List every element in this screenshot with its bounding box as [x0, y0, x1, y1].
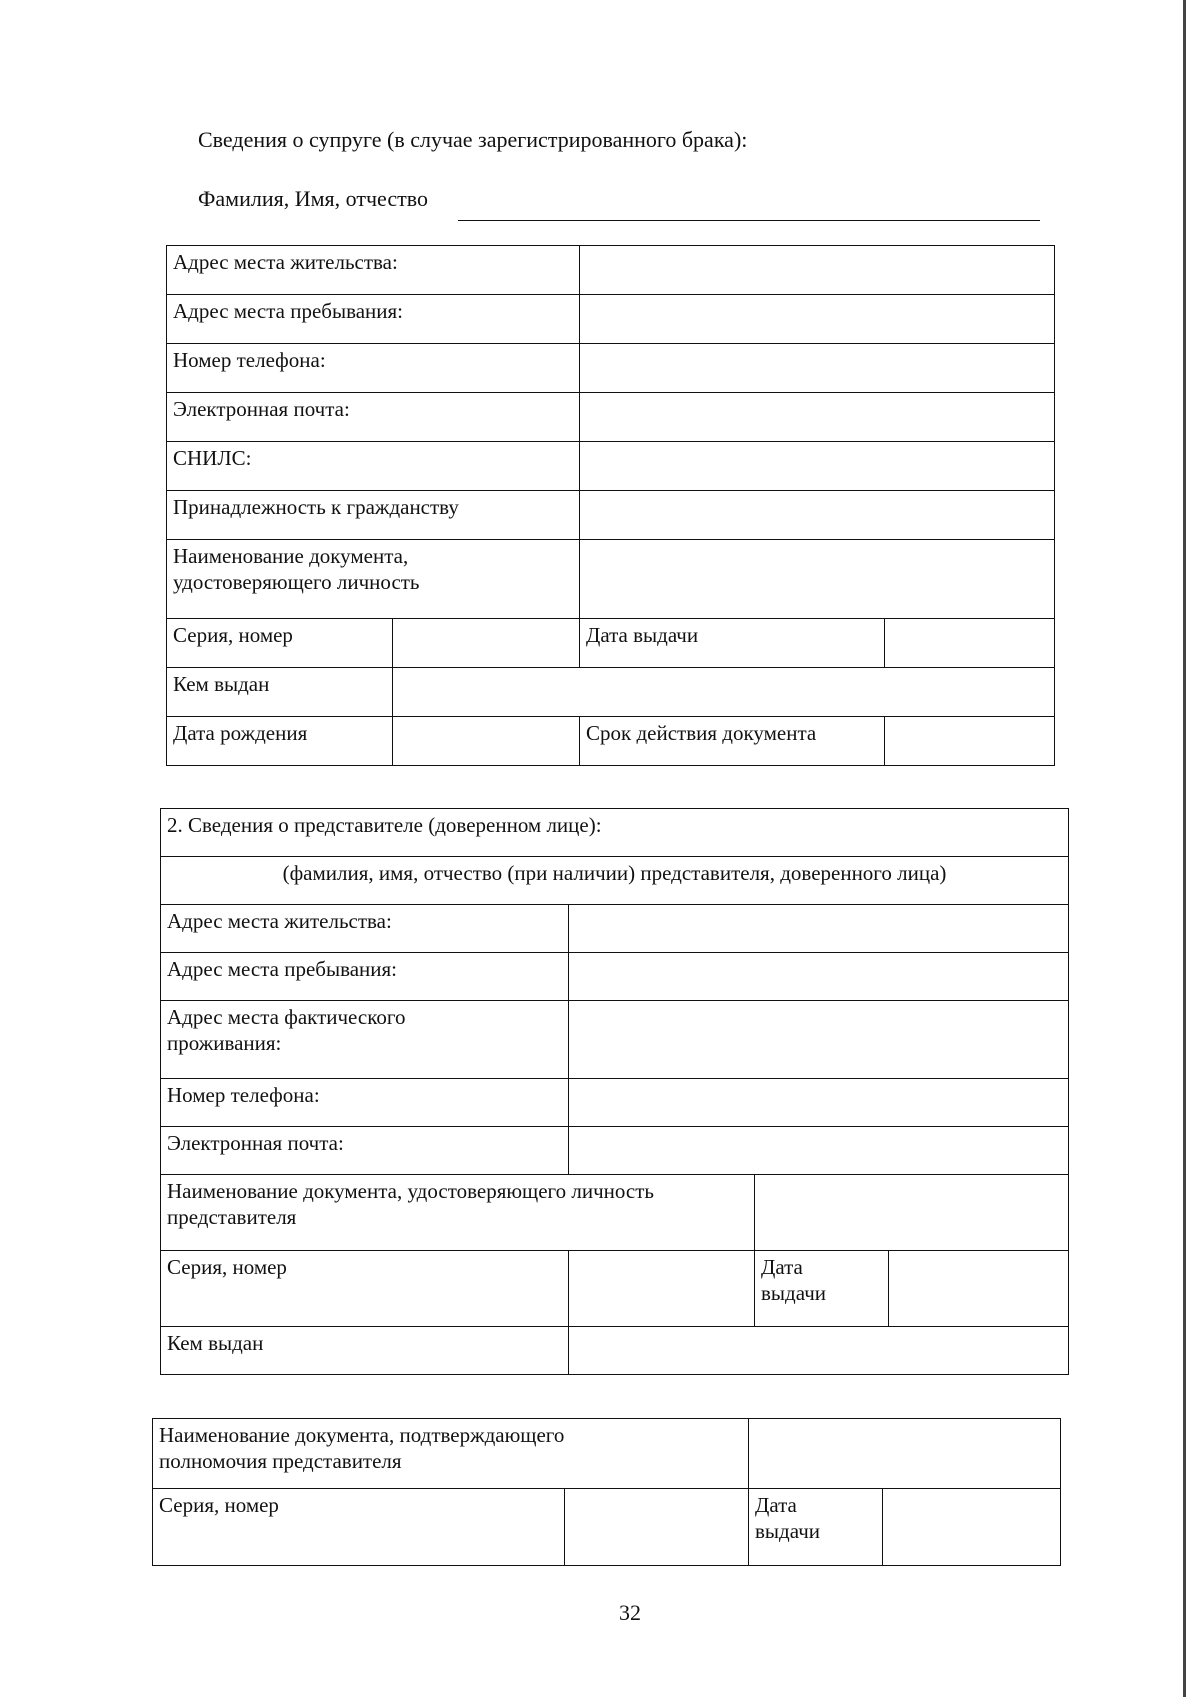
- spouse-issued-by-label: Кем выдан: [167, 668, 393, 717]
- representative-issued-by-field[interactable]: [569, 1327, 1069, 1375]
- representative-phone-label: Номер телефона:: [161, 1079, 569, 1127]
- table-row: [161, 1251, 1069, 1327]
- page-edge: [1183, 0, 1186, 1697]
- spouse-id-doc-label-line2: удостоверяющего личность: [173, 570, 420, 595]
- spouse-series-field[interactable]: [393, 619, 580, 668]
- table-row: [167, 717, 1055, 766]
- representative-residence-label: Адрес места жительства:: [161, 905, 569, 953]
- spouse-heading: Сведения о супруге (в случае зарегистрированного брака):: [198, 127, 748, 152]
- table-row: [153, 1489, 1061, 1566]
- authority-series-label: Серия, номер: [153, 1489, 565, 1566]
- representative-name-caption: (фамилия, имя, отчество (при наличии) представителя, доверенного лица): [161, 857, 1069, 905]
- authority-issue-date-field[interactable]: [883, 1489, 1061, 1566]
- table-row: [167, 442, 1055, 491]
- authority-issue-date-line1: Дата: [755, 1493, 797, 1517]
- authority-doc-field[interactable]: [749, 1419, 1061, 1489]
- spouse-phone-field[interactable]: [580, 344, 1055, 393]
- representative-email-label: Электронная почта:: [161, 1127, 569, 1175]
- representative-heading: 2. Сведения о представителе (доверенном лице):: [161, 809, 1069, 857]
- spouse-stay-field[interactable]: [580, 295, 1055, 344]
- table-row: [153, 1419, 1061, 1489]
- spouse-stay-label: Адрес места пребывания:: [167, 295, 580, 344]
- table-row: [167, 619, 1055, 668]
- page-number: 32: [619, 1600, 641, 1625]
- spouse-residence-label: Адрес места жительства:: [167, 246, 580, 295]
- table-row: [167, 246, 1055, 295]
- spouse-email-field[interactable]: [580, 393, 1055, 442]
- representative-id-doc-label: [161, 1175, 755, 1251]
- table-row: [161, 1127, 1069, 1175]
- authority-doc-label-line2: полномочия представителя: [159, 1449, 402, 1474]
- spouse-citizenship-label: Принадлежность к гражданству: [167, 491, 580, 540]
- representative-table: [160, 808, 1069, 1375]
- table-row: [161, 905, 1069, 953]
- table-row: [161, 857, 1069, 905]
- spouse-snils-field[interactable]: [580, 442, 1055, 491]
- representative-id-doc-label-line2: представителя: [167, 1205, 297, 1230]
- spouse-email-label: Электронная почта:: [167, 393, 580, 442]
- table-row: [167, 540, 1055, 619]
- representative-residence-field[interactable]: [569, 905, 1069, 953]
- table-row: [167, 668, 1055, 717]
- spouse-validity-field[interactable]: [885, 717, 1055, 766]
- spouse-series-label: Серия, номер: [167, 619, 393, 668]
- table-row: [167, 295, 1055, 344]
- spouse-issued-by-field[interactable]: [393, 668, 1055, 717]
- table-row: [167, 393, 1055, 442]
- spouse-fio-label: Фамилия, Имя, отчество: [198, 186, 428, 211]
- spouse-birth-date-field[interactable]: [393, 717, 580, 766]
- representative-phone-field[interactable]: [569, 1079, 1069, 1127]
- spouse-id-doc-label: [167, 540, 580, 619]
- representative-actual-address-field[interactable]: [569, 1001, 1069, 1079]
- spouse-table: [166, 245, 1055, 766]
- representative-id-doc-label-line1: Наименование документа, удостоверяющего личность: [167, 1179, 655, 1203]
- representative-issue-date-field[interactable]: [889, 1251, 1069, 1327]
- authority-table: [152, 1418, 1061, 1566]
- spouse-validity-label: Срок действия документа: [580, 717, 885, 766]
- representative-actual-address-line1: Адрес места фактического: [167, 1005, 406, 1029]
- representative-issue-date-line2: выдачи: [761, 1281, 826, 1306]
- representative-issue-date-line1: Дата: [761, 1255, 803, 1279]
- spouse-issue-date-label: Дата выдачи: [580, 619, 885, 668]
- table-row: [161, 1327, 1069, 1375]
- representative-stay-label: Адрес места пребывания:: [161, 953, 569, 1001]
- spouse-residence-field[interactable]: [580, 246, 1055, 295]
- spouse-snils-label: СНИЛС:: [167, 442, 580, 491]
- authority-doc-label-line1: Наименование документа, подтверждающего: [159, 1423, 565, 1447]
- authority-issue-date-line2: выдачи: [755, 1519, 821, 1544]
- spouse-id-doc-field[interactable]: [580, 540, 1055, 619]
- table-row: [167, 344, 1055, 393]
- representative-email-field[interactable]: [569, 1127, 1069, 1175]
- table-row: [161, 809, 1069, 857]
- representative-issue-date-label: [755, 1251, 889, 1327]
- representative-actual-address-line2: проживания:: [167, 1031, 282, 1056]
- spouse-birth-date-label: Дата рождения: [167, 717, 393, 766]
- representative-stay-field[interactable]: [569, 953, 1069, 1001]
- spouse-phone-label: Номер телефона:: [167, 344, 580, 393]
- spouse-issue-date-field[interactable]: [885, 619, 1055, 668]
- table-row: [161, 953, 1069, 1001]
- representative-actual-address-label: [161, 1001, 569, 1079]
- representative-series-label: Серия, номер: [161, 1251, 569, 1327]
- spouse-fio-field[interactable]: [458, 220, 1040, 221]
- authority-issue-date-label: [749, 1489, 883, 1566]
- representative-id-doc-field[interactable]: [755, 1175, 1069, 1251]
- authority-doc-label: [153, 1419, 749, 1489]
- representative-series-field[interactable]: [569, 1251, 755, 1327]
- spouse-citizenship-field[interactable]: [580, 491, 1055, 540]
- table-row: [161, 1079, 1069, 1127]
- table-row: [161, 1175, 1069, 1251]
- table-row: [167, 491, 1055, 540]
- table-row: [161, 1001, 1069, 1079]
- representative-issued-by-label: Кем выдан: [161, 1327, 569, 1375]
- spouse-id-doc-label-line1: Наименование документа,: [173, 544, 409, 568]
- authority-series-field[interactable]: [565, 1489, 749, 1566]
